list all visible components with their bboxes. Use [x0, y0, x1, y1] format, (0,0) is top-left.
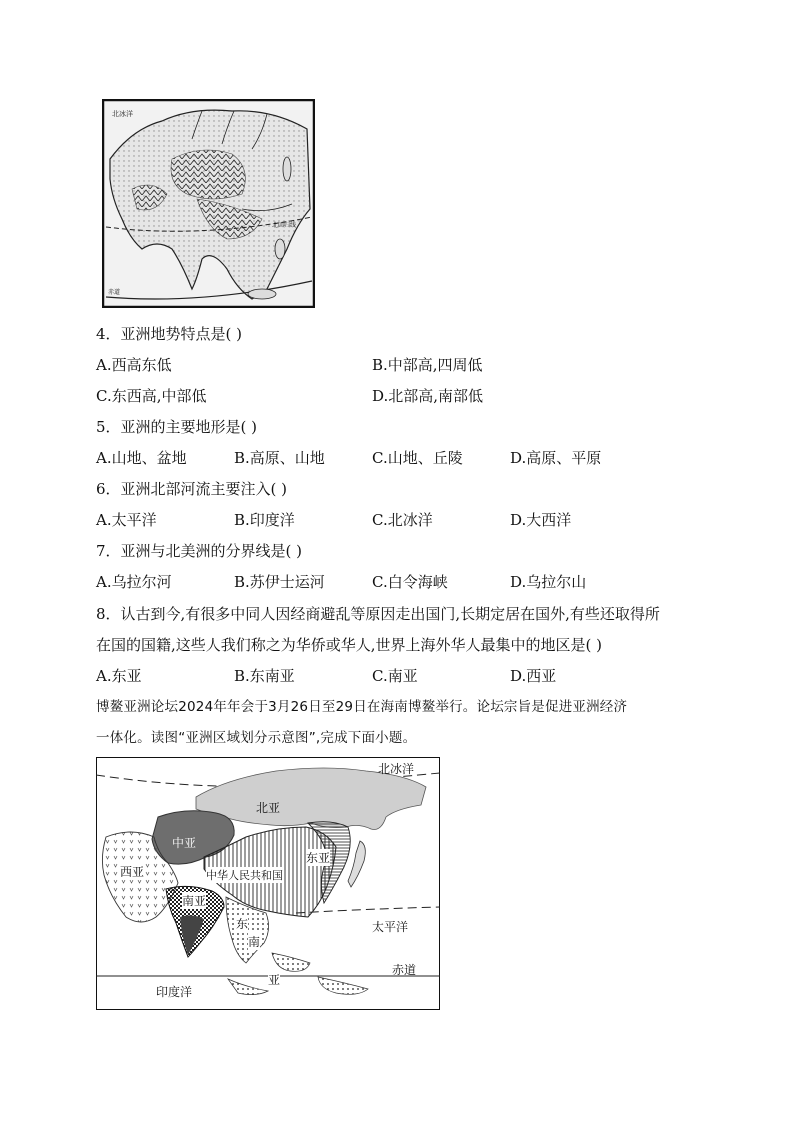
- question-8-option-d[interactable]: D.西亚: [510, 667, 557, 685]
- question-6-option-a[interactable]: A.太平洋: [96, 511, 157, 529]
- map2-arctic-label: 北冰洋: [378, 762, 415, 776]
- question-5-option-c[interactable]: C.山地、丘陵: [372, 449, 463, 467]
- question-5-option-d[interactable]: D.高原、平原: [510, 449, 602, 467]
- asia-region-map: [96, 757, 440, 1010]
- question-8-option-b[interactable]: B.东南亚: [234, 667, 295, 685]
- map2-west-asia-label: 西亚: [120, 865, 145, 879]
- map1-equator-label: 赤道: [108, 289, 121, 296]
- question-8-stem-line-1: 8．认古到今,有很多中同人因经商避乱等原因走出国门,长期定居在国外,有些还取得所: [96, 605, 660, 623]
- question-4-option-d[interactable]: D.北部高,南部低: [372, 387, 484, 405]
- question-8-option-a[interactable]: A.东亚: [96, 667, 142, 685]
- map2-pacific-label: 太平洋: [372, 920, 409, 934]
- map2-north-asia-label: 北亚: [256, 801, 281, 815]
- question-6-option-c[interactable]: C.北冰洋: [372, 511, 433, 529]
- map2-southeast-asia-label-1: 东: [236, 917, 249, 931]
- question-8-option-c[interactable]: C.南亚: [372, 667, 418, 685]
- map2-china-label: 中华人民共和国: [206, 869, 283, 882]
- map2-equator-label: 赤道: [392, 963, 417, 977]
- question-7-stem: 7．亚洲与北美洲的分界线是( ): [96, 542, 303, 560]
- map2-central-asia-label: 中亚: [172, 836, 197, 850]
- question-4-stem: 4．亚洲地势特点是( ): [96, 325, 243, 343]
- question-5-option-b[interactable]: B.高原、山地: [234, 449, 325, 467]
- map2-southeast-asia-label-2: 南: [248, 935, 261, 949]
- map2-south-asia-label: 南亚: [182, 894, 207, 908]
- question-5-stem: 5．亚洲的主要地形是( ): [96, 418, 258, 436]
- question-7-option-b[interactable]: B.苏伊士运河: [234, 573, 325, 591]
- map1-tropic-label: 北回归线: [272, 222, 297, 229]
- question-7-option-a[interactable]: A.乌拉尔河: [96, 573, 172, 591]
- question-8-stem-line-2: 在国的国籍,这些人我们称之为华侨或华人,世界上海外华人最集中的地区是( ): [96, 636, 603, 654]
- map2-indian-ocean-label: 印度洋: [156, 985, 193, 999]
- map2-east-asia-label: 东亚: [306, 851, 331, 865]
- question-4-option-b[interactable]: B.中部高,四周低: [372, 356, 483, 374]
- question-5-option-a[interactable]: A.山地、盆地: [96, 449, 187, 467]
- question-6-option-b[interactable]: B.印度洋: [234, 511, 295, 529]
- question-7-option-d[interactable]: D.乌拉尔山: [510, 573, 587, 591]
- map2-southeast-asia-label-3: 亚: [268, 973, 281, 987]
- asia-relief-map: [102, 99, 315, 308]
- question-6-stem: 6．亚洲北部河流主要注入( ): [96, 480, 288, 498]
- asia-relief-map-svg: [102, 99, 315, 308]
- question-6-option-d[interactable]: D.大西洋: [510, 511, 572, 529]
- passage-line-2: 一体化。读图“亚洲区域划分示意图”,完成下面小题。: [96, 730, 417, 746]
- question-4-option-c[interactable]: C.东西高,中部低: [96, 387, 207, 405]
- question-4-option-a[interactable]: A.西高东低: [96, 356, 172, 374]
- passage-line-1: 博鳌亚洲论坛2024年年会于3月26日至29日在海南博鳌举行。论坛宗旨是促进亚洲经济: [96, 699, 628, 715]
- map1-arctic-label: 北冰洋: [112, 110, 133, 118]
- question-7-option-c[interactable]: C.白令海峡: [372, 573, 448, 591]
